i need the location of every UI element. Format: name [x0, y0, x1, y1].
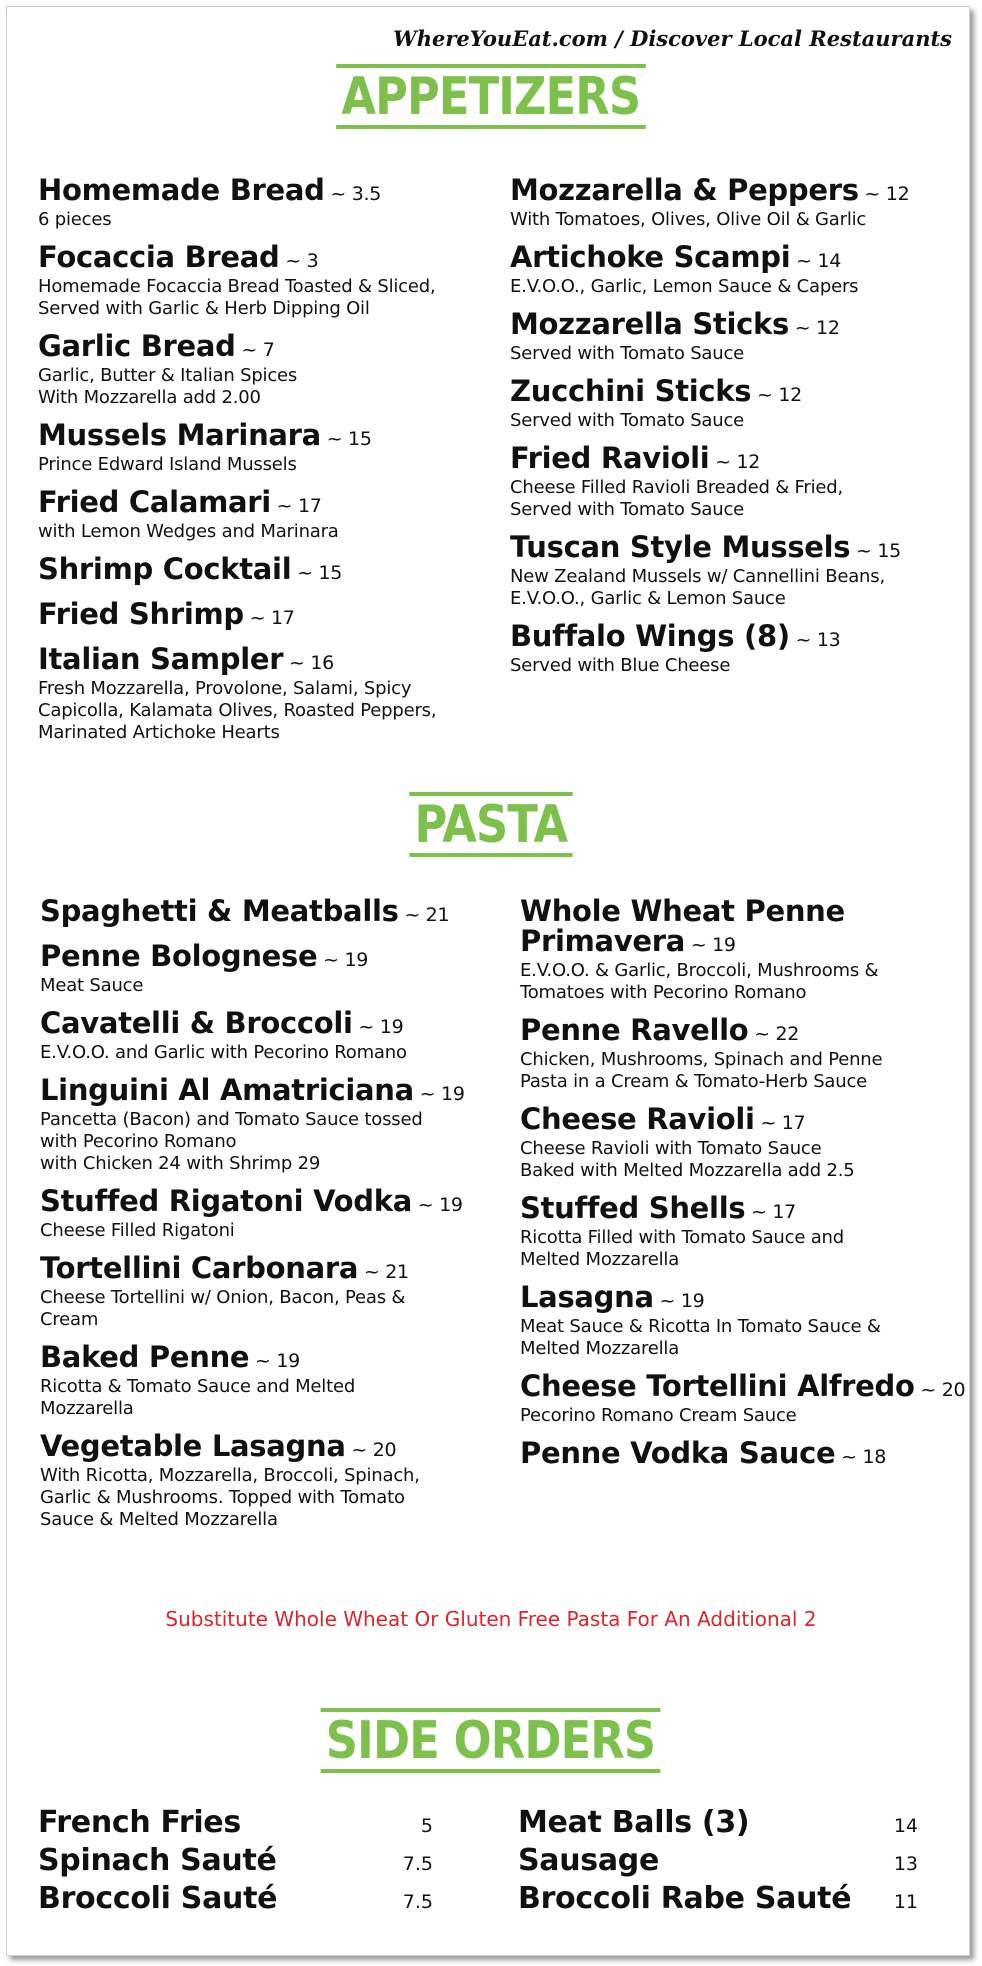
pasta-right-column: [520, 896, 970, 1483]
menu-item: [510, 242, 970, 298]
item-description: Cream: [40, 1309, 99, 1330]
item-price: ~ 17: [754, 1112, 806, 1134]
item-description: Served with Tomato Sauce: [510, 343, 745, 364]
item-price: ~ 15: [291, 562, 343, 584]
item-name-text: Spaghetti & Meatballs: [40, 894, 399, 928]
item-name-text: Lasagna: [520, 1280, 654, 1314]
item-description: Capicolla, Kalamata Olives, Roasted Peppers,: [38, 700, 437, 721]
side-order-price: 7.5: [402, 1891, 433, 1913]
item-description: E.V.O.O. and Garlic with Pecorino Romano: [40, 1042, 407, 1063]
item-price: ~ 12: [788, 317, 840, 339]
item-name: [40, 896, 510, 930]
item-name: [510, 443, 970, 477]
item-description: Homemade Focaccia Bread Toasted & Sliced,: [38, 276, 436, 297]
menu-item: [40, 1075, 510, 1175]
item-price: ~ 19: [413, 1083, 465, 1105]
item-price: ~ 22: [748, 1023, 800, 1045]
item-name-text: Linguini Al Amatriciana: [40, 1073, 414, 1107]
item-name-text: Fried Shrimp: [38, 597, 244, 631]
menu-item: [520, 1015, 970, 1093]
menu-item: [38, 599, 498, 633]
item-name-text: Zucchini Sticks: [510, 374, 752, 408]
side-order-row: [518, 1881, 918, 1922]
item-name-line2: [520, 926, 970, 960]
menu-item: [520, 896, 970, 1004]
item-name: [38, 420, 498, 454]
item-name: [510, 242, 970, 276]
pasta-substitution-note: Substitute Whole Wheat Or Gluten Free Pasta For An Additional 2: [165, 1607, 817, 1631]
item-description: Pasta in a Cream & Tomato-Herb Sauce: [520, 1071, 868, 1092]
item-description: Garlic, Butter & Italian Spices: [38, 365, 298, 386]
item-name-text: Primavera: [520, 924, 686, 958]
item-price: ~ 3: [279, 250, 319, 272]
item-name-text: Garlic Bread: [38, 329, 236, 363]
side-order-price: 14: [893, 1815, 918, 1837]
item-description: E.V.O.O., Garlic, Lemon Sauce & Capers: [510, 276, 859, 297]
item-name-text: Mussels Marinara: [38, 418, 321, 452]
item-name-text: Tuscan Style Mussels: [510, 530, 851, 564]
item-name-text: Fried Calamari: [38, 485, 271, 519]
item-description: Cheese Ravioli with Tomato Sauce: [520, 1138, 822, 1159]
item-description: with Chicken 24 with Shrimp 29: [40, 1153, 321, 1174]
item-description: Served with Tomato Sauce: [510, 410, 745, 431]
item-name-text: Italian Sampler: [38, 642, 284, 676]
item-name: [38, 175, 498, 209]
side-order-row: [38, 1843, 433, 1884]
item-description: With Mozzarella add 2.00: [38, 387, 261, 408]
side-order-name: Meat Balls (3): [518, 1805, 750, 1840]
item-description: with Lemon Wedges and Marinara: [38, 521, 339, 542]
side-order-name: French Fries: [38, 1805, 241, 1840]
item-name-text: Artichoke Scampi: [510, 240, 791, 274]
appetizers-right-column: [510, 175, 970, 688]
item-name-text: Focaccia Bread: [38, 240, 280, 274]
pasta-heading: PASTA: [0, 792, 982, 857]
item-name: [520, 1371, 970, 1405]
menu-item: [520, 1371, 970, 1427]
item-name: [38, 554, 498, 588]
item-name-text: Mozzarella Sticks: [510, 307, 789, 341]
menu-item: [38, 554, 498, 588]
item-description: 6 pieces: [38, 209, 112, 230]
item-description: Melted Mozzarella: [520, 1338, 680, 1359]
side-order-row: [518, 1805, 918, 1846]
item-description: Cheese Filled Ravioli Breaded & Fried,: [510, 477, 844, 498]
item-description: E.V.O.O., Garlic & Lemon Sauce: [510, 588, 786, 609]
side-order-row: [518, 1843, 918, 1884]
item-name-text: Penne Ravello: [520, 1013, 749, 1047]
side-orders-heading: SIDE ORDERS: [0, 1708, 982, 1773]
item-description: Fresh Mozzarella, Provolone, Salami, Spicy: [38, 678, 412, 699]
item-price: ~ 19: [685, 934, 736, 956]
menu-item: [510, 621, 970, 677]
item-name-text: Vegetable Lasagna: [40, 1429, 346, 1463]
menu-item: [510, 376, 970, 432]
item-name: [38, 599, 498, 633]
menu-item: [40, 1008, 510, 1064]
menu-item: [40, 1342, 510, 1420]
item-price: ~ 18: [835, 1446, 887, 1468]
item-name: [510, 376, 970, 410]
menu-item: [520, 1104, 970, 1182]
item-price: ~ 19: [317, 949, 369, 971]
menu-item: [510, 175, 970, 231]
item-name: [38, 242, 498, 276]
item-name: [40, 1008, 510, 1042]
side-order-name: Broccoli Rabe Sauté: [518, 1881, 852, 1916]
item-name-text: Penne Bolognese: [40, 939, 318, 973]
item-price: ~ 20: [914, 1379, 966, 1401]
menu-item: [40, 1253, 510, 1331]
item-description: Baked with Melted Mozzarella add 2.5: [520, 1160, 855, 1181]
item-name-text: Homemade Bread: [38, 173, 325, 207]
item-name-text: Buffalo Wings (8): [510, 619, 790, 653]
item-name-text: Baked Penne: [40, 1340, 250, 1374]
menu-item: [40, 896, 510, 930]
item-price: ~ 19: [352, 1016, 404, 1038]
menu-item: [40, 1186, 510, 1242]
item-price: ~ 16: [283, 652, 334, 674]
item-name-text: Whole Wheat Penne: [520, 894, 845, 928]
item-name: [510, 621, 970, 655]
menu-item: [520, 1438, 970, 1472]
menu-item: [520, 1282, 970, 1360]
item-description: Tomatoes with Pecorino Romano: [520, 982, 807, 1003]
item-description: Garlic & Mushrooms. Topped with Tomato: [40, 1487, 405, 1508]
item-price: ~ 21: [358, 1261, 409, 1283]
item-description: E.V.O.O. & Garlic, Broccoli, Mushrooms &: [520, 960, 879, 981]
side-order-price: 13: [893, 1853, 918, 1875]
side-order-price: 11: [893, 1891, 918, 1913]
menu-item: [38, 487, 498, 543]
menu-item: [40, 941, 510, 997]
item-price: ~ 12: [751, 384, 802, 406]
item-description: Ricotta Filled with Tomato Sauce and: [520, 1227, 844, 1248]
side-order-name: Spinach Sauté: [38, 1843, 277, 1878]
item-description: Mozzarella: [40, 1398, 134, 1419]
item-price: ~ 19: [249, 1350, 300, 1372]
item-price: ~ 19: [653, 1290, 705, 1312]
item-description: With Ricotta, Mozzarella, Broccoli, Spinach,: [40, 1465, 420, 1486]
item-name: [520, 1282, 970, 1316]
item-description: New Zealand Mussels w/ Cannellini Beans,: [510, 566, 885, 587]
appetizers-heading: APPETIZERS: [0, 64, 982, 129]
item-name-text: Tortellini Carbonara: [40, 1251, 359, 1285]
menu-item: [520, 1193, 970, 1271]
side-order-price: 5: [420, 1815, 433, 1837]
item-name: [520, 1193, 970, 1227]
side-order-price: 7.5: [402, 1853, 433, 1875]
item-name: [510, 309, 970, 343]
side-order-name: Sausage: [518, 1843, 660, 1878]
pasta-left-column: [40, 896, 510, 1542]
item-price: ~ 15: [850, 540, 901, 562]
item-name: [38, 331, 498, 365]
item-price: ~ 21: [398, 904, 450, 926]
item-description: Cheese Tortellini w/ Onion, Bacon, Peas &: [40, 1287, 406, 1308]
item-description: Ricotta & Tomato Sauce and Melted: [40, 1376, 356, 1397]
item-description: Pecorino Romano Cream Sauce: [520, 1405, 797, 1426]
item-name-text: Shrimp Cocktail: [38, 552, 292, 586]
menu-item: [38, 644, 498, 744]
item-name-text: Cheese Ravioli: [520, 1102, 755, 1136]
item-description: Served with Tomato Sauce: [510, 499, 745, 520]
item-price: ~ 14: [790, 250, 842, 272]
item-name: [520, 1104, 970, 1138]
side-order-row: [38, 1805, 433, 1846]
item-name: [40, 1431, 510, 1465]
menu-item: [38, 420, 498, 476]
item-description: Chicken, Mushrooms, Spinach and Penne: [520, 1049, 883, 1070]
item-name-text: Fried Ravioli: [510, 441, 710, 475]
item-name: [40, 941, 510, 975]
item-price: ~ 12: [858, 183, 910, 205]
item-name: [40, 1186, 510, 1220]
item-description: Pancetta (Bacon) and Tomato Sauce tossed: [40, 1109, 423, 1130]
item-name: [38, 644, 498, 678]
appetizers-left-column: [38, 175, 498, 755]
item-description: With Tomatoes, Olives, Olive Oil & Garlic: [510, 209, 867, 230]
item-price: ~ 15: [320, 428, 372, 450]
menu-item: [510, 532, 970, 610]
item-price: ~ 7: [235, 339, 275, 361]
menu-item: [510, 443, 970, 521]
item-description: Served with Blue Cheese: [510, 655, 731, 676]
side-order-name: Broccoli Sauté: [38, 1881, 278, 1916]
item-name: [38, 487, 498, 521]
item-price: ~ 20: [345, 1439, 397, 1461]
item-description: Melted Mozzarella: [520, 1249, 680, 1270]
menu-item: [38, 331, 498, 409]
item-price: ~ 13: [789, 629, 841, 651]
side-order-row: [38, 1881, 433, 1922]
item-price: ~ 17: [243, 607, 295, 629]
menu-item: [38, 175, 498, 231]
item-description: Meat Sauce & Ricotta In Tomato Sauce &: [520, 1316, 881, 1337]
item-name-text: Mozzarella & Peppers: [510, 173, 859, 207]
side-orders-left-column: [38, 1805, 433, 1922]
item-name-text: Stuffed Rigatoni Vodka: [40, 1184, 413, 1218]
menu-item: [40, 1431, 510, 1531]
item-price: ~ 3.5: [324, 183, 382, 205]
item-name-text: Stuffed Shells: [520, 1191, 746, 1225]
side-orders-right-column: [518, 1805, 918, 1922]
item-description: Meat Sauce: [40, 975, 144, 996]
item-name: [510, 532, 970, 566]
item-price: ~ 12: [709, 451, 761, 473]
item-name-text: Penne Vodka Sauce: [520, 1436, 836, 1470]
item-description: with Pecorino Romano: [40, 1131, 237, 1152]
item-name: [520, 896, 970, 926]
item-description: Prince Edward Island Mussels: [38, 454, 297, 475]
item-description: Cheese Filled Rigatoni: [40, 1220, 235, 1241]
item-name: [40, 1075, 510, 1109]
item-price: ~ 17: [745, 1201, 796, 1223]
item-price: ~ 17: [270, 495, 322, 517]
item-name: [40, 1342, 510, 1376]
item-name: [40, 1253, 510, 1287]
item-name-text: Cavatelli & Broccoli: [40, 1006, 353, 1040]
item-name: [520, 1438, 970, 1472]
menu-item: [38, 242, 498, 320]
item-name: [520, 1015, 970, 1049]
menu-item: [510, 309, 970, 365]
item-price: ~ 19: [412, 1194, 463, 1216]
item-description: Served with Garlic & Herb Dipping Oil: [38, 298, 370, 319]
item-description: Marinated Artichoke Hearts: [38, 722, 280, 743]
item-name: [510, 175, 970, 209]
item-description: Sauce & Melted Mozzarella: [40, 1509, 278, 1530]
item-name-text: Cheese Tortellini Alfredo: [520, 1369, 915, 1403]
site-watermark: WhereYouEat.com / Discover Local Restaurants: [393, 26, 952, 51]
